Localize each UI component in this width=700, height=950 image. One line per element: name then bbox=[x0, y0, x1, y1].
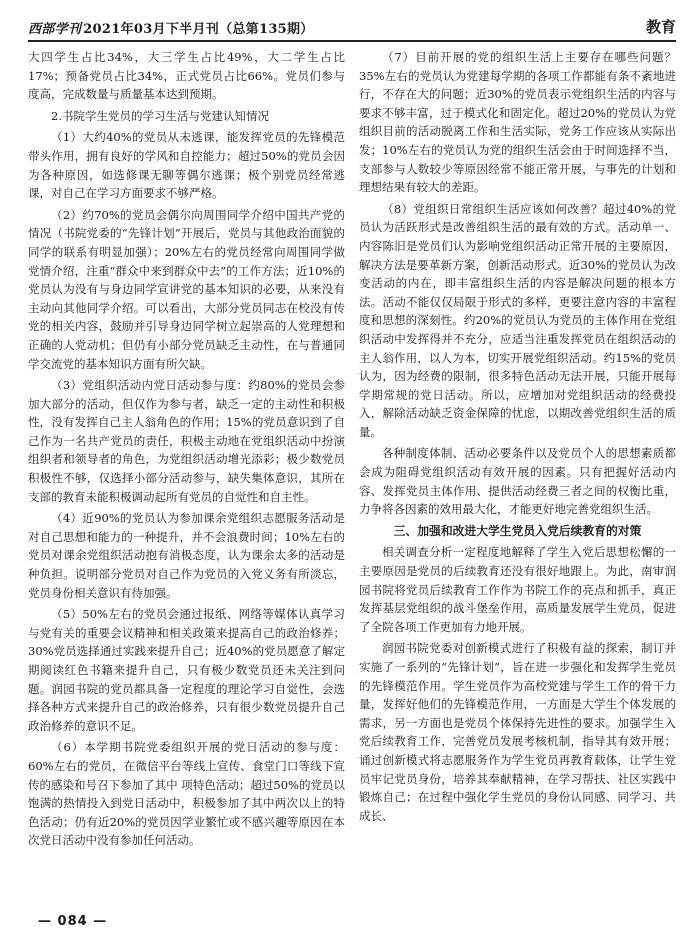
journal-logo: 西部学刊 bbox=[28, 22, 82, 37]
right-column bbox=[359, 48, 676, 828]
paragraph: 各种制度体制、活动必要条件以及党员个人的思想素质都会成为阻碍党组织活动有效开展的因素。只有把握好活动内容、发挥党员主体作用、提供活动经费三者之间的权衡比重，力争将各因素的效用最大化，才能更好地完善党组织生活。 bbox=[359, 446, 676, 517]
page-header bbox=[28, 14, 676, 40]
paragraph: 大四学生占比34%，大三学生占比49%，大二学生占比17%；预备党员占比34%，正式党员占比66%。党员们参与度高，完成数量与质量基本达到预期。 bbox=[28, 50, 345, 102]
paragraph: 润园书院党委对创新模式进行了积极有益的探索，制订并实施了一系列的“先锋计划”，旨在进一步强化和发挥学生党员的先锋模范作用。学生党员作为高校党建与学生工作的骨干力量，发挥好他们的先锋模范作用，一方面是大学生个体发展的需求，另一方面也是党员个体保持先进性的要求。加强学生入党后续教育工作，完善党员发展考核机制，指导其有效开展；诵过创新模式将志愿服务作为学生党员再教育载体，让学生党员牢记党员身份，培养其奉献精神，在学习帮扶、社区实践中锻炼自己；在过程中强化学生党员的身份认同感、同学习、共成长、 bbox=[359, 641, 676, 823]
issue-info: 2021年03月下半月刊（总第135期） bbox=[83, 22, 314, 37]
paragraph: （7）目前开展的党的组织生活上主要存在哪些问题？35%左右的党员认为党建每学期的各项工作都能有条不紊地进行，不存在大的问题；近30%的党员表示党组织生活的内容与要求不够丰富，过于模式化和固定化。超过20%的党员认为党组织目前的活动脱离工作和生活实际，党务工作应该从实际出发；10%左右的党员认为党的组织生活会由于时间选择不当，支部参与人数较少等原因经常不能正常开展，与事先的计划和理想结果有较大的差距。 bbox=[359, 50, 676, 195]
section-heading: 三、加强和改进大学生党员入党后续教育的对策 bbox=[393, 523, 642, 538]
left-column bbox=[28, 48, 345, 853]
paragraph: （6）本学期书院党委组织开展的党日活动的参与度：60%左右的党员，在微信平台等线上宣传、食堂门口等线下宣传的感染和号召下参加了其中 项特色活动；超过50%的党员以饱满的热情投入到党日活动中，积极参加了其中两次以上的特色活动；仍有近20%的党员因学业繁忙或不感兴趣等原因在本次党日活动中没有参加任何活动。 bbox=[28, 740, 345, 848]
paragraph: （5）50%左右的党员会通过报纸、网络等媒体认真学习与党有关的重要会议精神和相关政策来提高自己的政治修养；30%党员选择通过实践来提升自己；近40%的党员愿意了解定期阅读红色书籍来提升自己，只有极少数党员还未关注到问题。润园书院的党员都具备一定程度的理论学习自觉性，会选择各种方式来提升自己的政治修养，只有很少数党员提升自己政治修养的意识不足。 bbox=[28, 607, 345, 733]
paragraph: 2.书院学生党员的学习生活与党建认知情况 bbox=[51, 108, 269, 123]
paragraph: （3）党组织活动内党日活动参与度：约80%的党员会参加大部分的活动，但仅作为参与者，缺乏一定的主动性和积极性，没有发挥自己主人翁角色的作用；15%的党员意识到了自己作为一名共产党员的责任，积极主动地在党组织活动中扮演组织者和领导者的角色，为党组织活动增光添彩；极少数党员积极性不够，仅选择小部分活动参与，缺失集体意识，其所在支部的教育未能积极调动起所有党员的自觉性和自主性。 bbox=[28, 378, 345, 504]
paragraph: （2）约70%的党员会偶尔向周围同学介绍中国共产党的情况（书院党委的“先锋计划”开展后，党员与其他政治面貌的同学的联系有明显加强）；20%左右的党员经常向周围同学做党情介绍，注重“群众中来到群众中去”的工作方法；近10%的党员认为没有与身边同学宣讲党的基本知识的必要，从来没有主动向其他同学介绍。可以看出，大部分党员同志在校没有传党的相关内容，鼓励并引导身边同学树立起崇高的人党理想和正确的人党动机；但仍有小部分党员缺乏主动性，在与普通同学交流党的基本知识方面有所欠缺。 bbox=[28, 207, 345, 371]
section-label: 教育 bbox=[645, 18, 676, 36]
paragraph: （4）近90%的党员认为参加课余党组织志愿服务活动是对自己思想和能力的一种提升，并不会浪费时间；10%左右的党员对课余党组织活动抱有消极态度，认为课余太多的活动是种负担。说明部分党员对自己作为党员的入党义务有所淡忘，党员身份相关意识有待加强。 bbox=[28, 511, 345, 600]
paragraph: 相关调查分析一定程度地解释了学生入党后思想松懈的一主要原因是党员的后续教育还没有很好地跟上。为此，南审润园书院将党员后续教育工作作为书院工作的亮点和抓手，真正发挥基层党组织的战斗堡垒作用，高质量发展学生党员，促进了全院各项工作更加有力地开展。 bbox=[359, 545, 676, 634]
journal-masthead bbox=[28, 18, 314, 37]
paragraph: （8）党组织日常组织生活应该如何改善？超过40%的党员认为活跃形式是改善组织生活的最有效的方式。活动单一、内容陈旧是党员们认为影响党组织活动正常开展的主要原因，解决方法是要革新方案，创新活动形式。近30%的党员认为改变活动的内在，即丰富组织生活的内容是解决问题的根本方法。活动不能仅仅局限于形式的多样，更要注意内容的丰富程度和思想的深刻性。约20%的党员认为党员的主体作用在党组织活动中发挥得并不充分，应适当注重发挥党员在组织活动的主人翁作用，以人为本，切实开展党组织活动。约15%的党员认为，因为经费的限制，很多特色活动无法开展，只能开展每学期常规的党日活动。所以，应增加对党组织活动的经费投入，解除活动缺乏资金保障的忧虑，以期改善党组织生活的质量。 bbox=[359, 201, 676, 439]
page-number: — 084 — bbox=[38, 914, 108, 929]
article-body bbox=[28, 48, 676, 908]
paragraph: （1）大约40%的党员从未逃课，能发挥党员的先锋模范带头作用，拥有良好的学风和自控能力；超过50%的党员会因为各种原因，如选修课无聊等偶尔逃课；极个别党员经常逃课，对自己在学习方面要求不够严格。 bbox=[28, 130, 345, 201]
header-rule bbox=[28, 40, 676, 42]
